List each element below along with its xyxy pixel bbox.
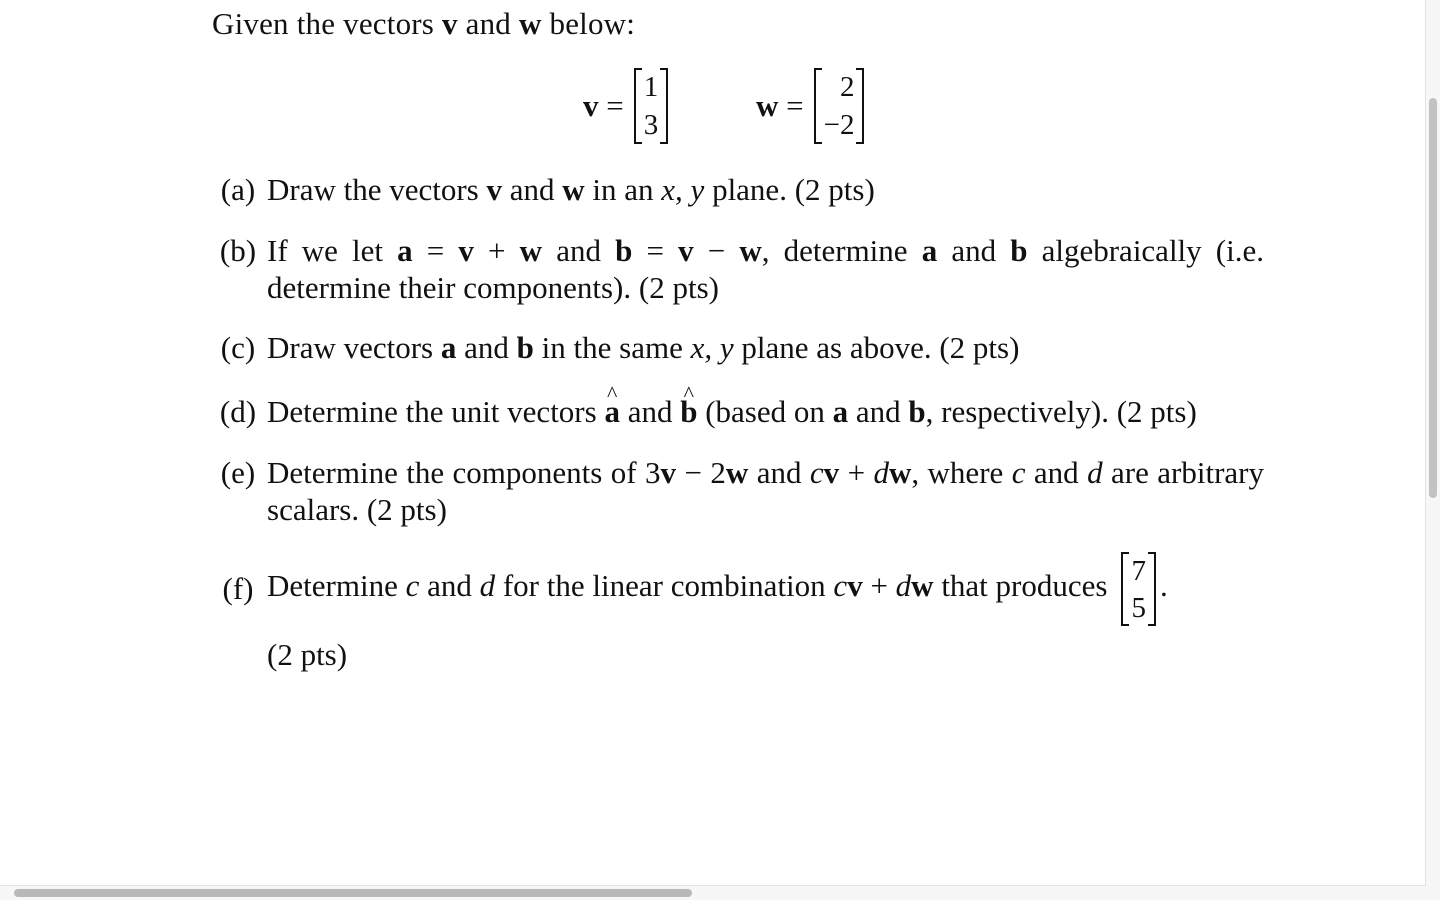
part-text: If we let a = v + w and b = v − w, determine a and b algebraically (i.e. determine their components). (2 pts) — [267, 233, 1264, 305]
part-label: (b) — [219, 233, 257, 268]
part-c — [212, 329, 1264, 366]
part-text: Determine the components of 3v − 2w and cv + dw, where c and d are arbitrary scalars. (2 pts) — [267, 455, 1264, 527]
vector-v-matrix — [634, 68, 669, 144]
vector-v-component-1: 1 — [643, 71, 659, 103]
vector-w-matrix — [814, 68, 865, 144]
part-text: Determine c and d for the linear combination cv + dw that produces 7 5 . — [267, 552, 1264, 626]
target-component-2: 5 — [1131, 591, 1146, 624]
vector-v-component-2: 3 — [643, 109, 659, 141]
vector-w-component-1: 2 — [839, 71, 855, 103]
part-text: Draw vectors a and b in the same x, y plane as above. (2 pts) — [267, 330, 1020, 365]
part-label: (e) — [220, 455, 256, 490]
intro-text: Given the vectors v and w below: — [212, 6, 636, 41]
target-vector-matrix — [1121, 552, 1156, 626]
part-e — [212, 454, 1264, 528]
part-d — [212, 393, 1264, 430]
scrollbar-corner — [1426, 886, 1440, 900]
part-b — [212, 232, 1264, 306]
vertical-scrollbar[interactable] — [1425, 0, 1440, 886]
part-f-points: (2 pts) — [267, 637, 348, 672]
part-text: Draw the vectors v and w in an x, y plane. (2 pts) — [267, 172, 875, 207]
horizontal-scrollbar[interactable] — [0, 885, 1426, 900]
part-label: (d) — [219, 394, 257, 429]
part-label: (a) — [220, 172, 256, 207]
vector-w-component-2: −2 — [823, 109, 855, 141]
target-component-1: 7 — [1131, 554, 1146, 587]
vector-v-definition: v = 1 3 — [583, 66, 668, 146]
part-text: Determine the unit vectors a ^ and b ^ (based on a and b, respectively). (2 pts) — [267, 393, 1264, 430]
part-label: (c) — [220, 330, 256, 365]
part-a — [212, 171, 1264, 208]
vector-w-definition: w = 2 −2 — [756, 66, 864, 146]
part-label: (f) — [222, 571, 254, 606]
part-f — [212, 552, 1264, 673]
horizontal-scrollbar-thumb[interactable] — [14, 889, 692, 897]
vertical-scrollbar-thumb[interactable] — [1429, 98, 1437, 498]
